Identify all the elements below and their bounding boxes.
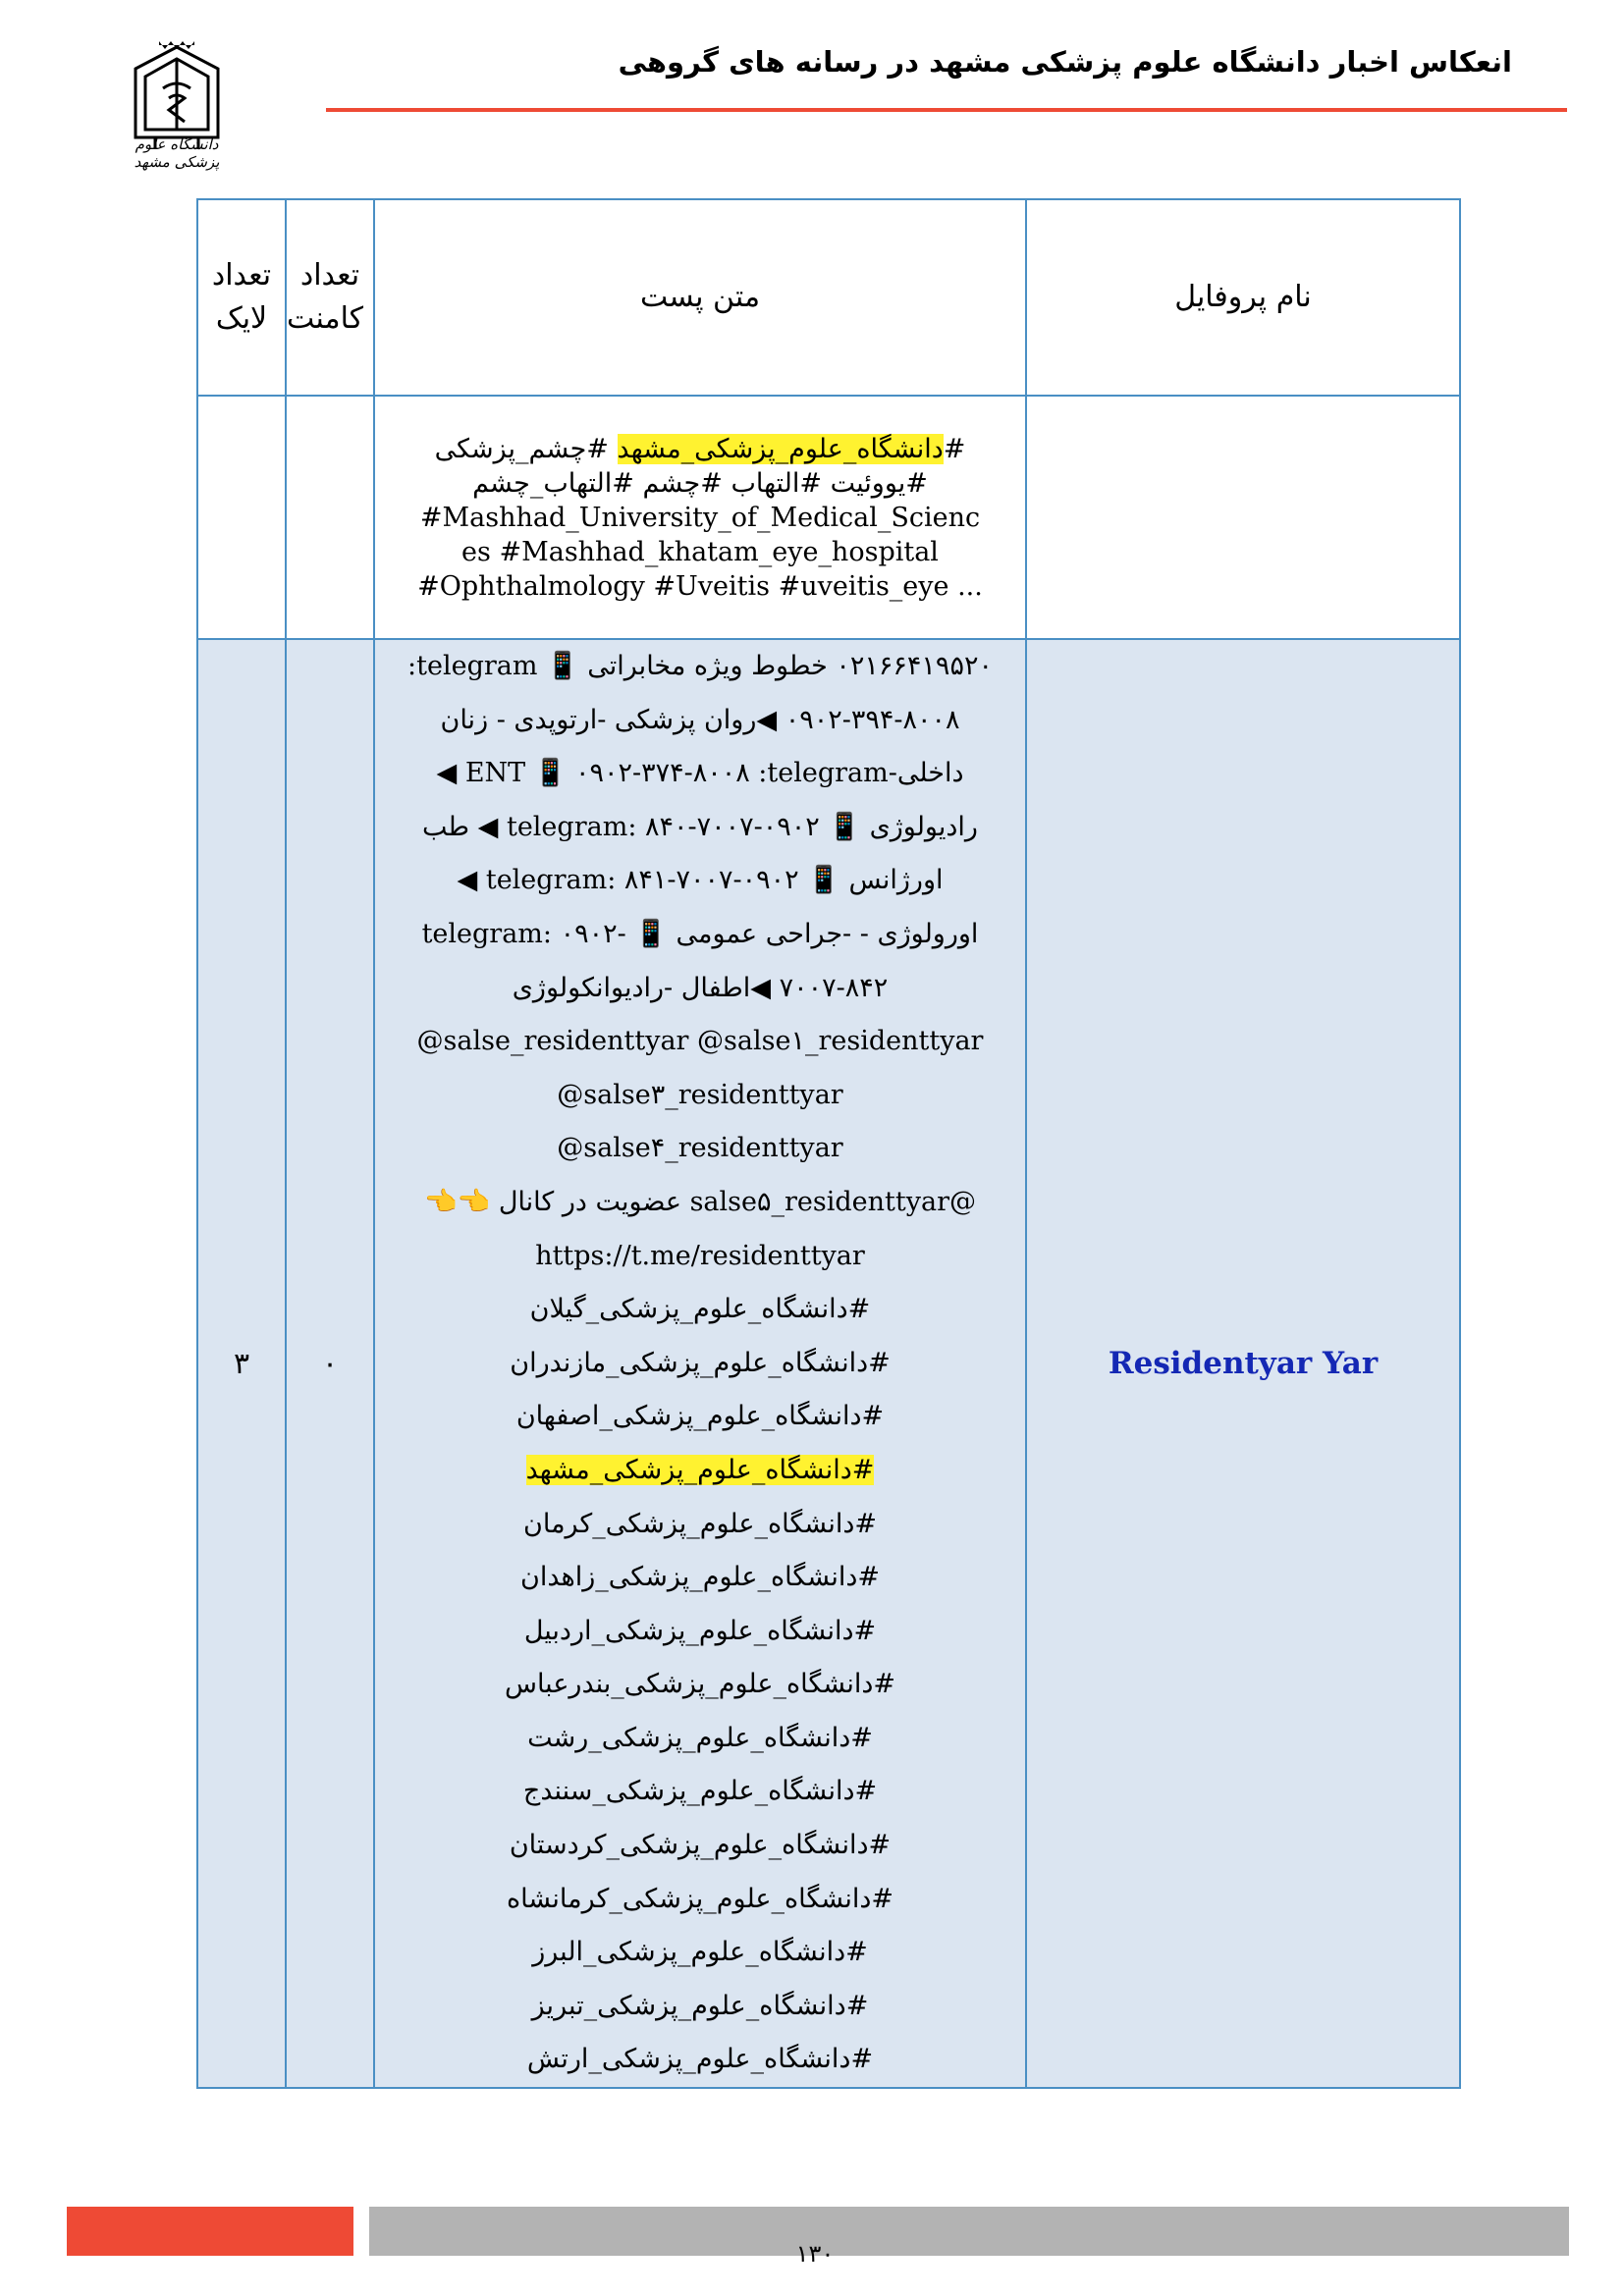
header-divider	[326, 108, 1567, 112]
post-line: ۰۹۰۲-۳۹۴-۸۰۰۸ ◀روان پزشکی -ارتوپدی - زنان	[440, 704, 960, 735]
comment-count: ۰	[321, 1346, 339, 1381]
post-line	[385, 1444, 1015, 1498]
profile-cell	[1026, 639, 1460, 2088]
like-count-cell	[197, 396, 286, 639]
post-line: #یووئیت #التهاب #چشم #التهاب_چشم	[472, 467, 928, 499]
post-line: #دانشگاه_علوم_پزشکی_کرمانشاه	[506, 1883, 894, 1914]
table-row	[197, 639, 1460, 2088]
post-line: es #Mashhad_khatam_eye_hospital	[461, 536, 939, 567]
highlighted-hashtag: #دانشگاه_علوم_پزشکی_مشهد	[525, 1454, 875, 1485]
post-line: #دانشگاه_علوم_پزشکی_مازندران	[510, 1347, 891, 1378]
profile-name: Residentyar Yar	[1108, 1346, 1379, 1382]
post-line: #دانشگاه_علوم_پزشکی_تبریز	[531, 1990, 869, 2021]
highlighted-hashtag: دانشگاه_علوم_پزشکی_مشهد	[617, 433, 944, 464]
table-row	[197, 396, 1460, 639]
post-line: @salse۳_residenttyar	[557, 1079, 843, 1110]
post-line: @salse۴_residenttyar	[557, 1133, 843, 1164]
comment-count-cell	[286, 396, 374, 639]
post-line: ۷۰۰۷-۸۴۲ ◀اطفال -رادیوانکولوژی	[512, 972, 889, 1003]
logo-caption: دانشگاه علوم پزشکی مشهد	[134, 135, 220, 171]
page-number: ۱۳۰	[795, 2240, 835, 2268]
profile-cell	[1026, 396, 1460, 639]
post-line: #دانشگاه_علوم_پزشکی_بندرعباس	[504, 1669, 895, 1700]
post-line: اورژانس 📱 ۰۹۰۲-۷۰۰۷-۸۴۱ :telegram ◀	[457, 865, 944, 896]
post-line: @salse_residenttyar @salse۱_residenttyar	[416, 1026, 984, 1057]
header-title: انعکاس اخبار دانشگاه علوم پزشکی مشهد در رسانه های گروهی	[618, 45, 1512, 79]
post-line: ۰۲۱۶۶۴۱۹۵۲۰ خطوط ویژه مخابراتی 📱 telegram:	[407, 651, 993, 681]
post-line: #دانشگاه_علوم_پزشکی_زاهدان	[520, 1562, 880, 1593]
header-like-count: تعداد لایک	[197, 199, 286, 396]
post-text-cell	[374, 396, 1026, 639]
post-line: #دانشگاه_علوم_پزشکی_ارتش	[526, 2044, 874, 2075]
post-line: #دانشگاه_علوم_پزشکی_گیلان	[529, 1294, 871, 1325]
comment-count-cell	[286, 639, 374, 2088]
post-line: #دانشگاه_علوم_پزشکی_البرز	[532, 1937, 868, 1968]
post-line: #دانشگاه_علوم_پزشکی_اردبیل	[523, 1615, 877, 1646]
post-line: داخلی-ENT 📱 ۰۹۰۲-۳۷۴-۸۰۰۸ :telegram ◀	[436, 758, 964, 789]
header-comment-count: تعداد کامنت	[286, 199, 374, 396]
header-profile-name: نام پروفایل	[1026, 199, 1460, 396]
header-post-text: متن پست	[374, 199, 1026, 396]
post-line: رادیولوژی 📱 ۰۹۰۲-۷۰۰۷-۸۴۰ :telegram ◀ طب	[422, 811, 978, 842]
post-line: #دانشگاه_علوم_پزشکی_مشهد #چشم_پزشکی	[434, 433, 966, 464]
post-line: #دانشگاه_علوم_پزشکی_کردستان	[509, 1830, 892, 1861]
like-count: ۳	[233, 1346, 250, 1381]
post-line: #دانشگاه_علوم_پزشکی_اصفهان	[515, 1401, 885, 1432]
post-line: #دانشگاه_علوم_پزشکی_رشت	[527, 1722, 873, 1753]
post-text-cell	[374, 639, 1026, 2088]
post-line: #دانشگاه_علوم_پزشکی_کرمان	[523, 1508, 877, 1539]
table-header-row	[197, 199, 1460, 396]
footer-gray-bar	[369, 2207, 1569, 2256]
news-table	[196, 198, 1461, 2089]
post-line: #دانشگاه_علوم_پزشکی_سنندج	[522, 1776, 878, 1807]
like-count-cell	[197, 639, 286, 2088]
post-line: #Ophthalmology #Uveitis #uveitis_eye ...	[417, 570, 983, 602]
post-line: @salse۵_residenttyar عضویت در کانال 👈👈	[424, 1186, 976, 1217]
post-line: اورولوژی - -جراحی عمومی 📱 -۰۹۰۲ :telegram	[421, 918, 979, 949]
post-line: https://t.me/residenttyar	[535, 1240, 865, 1271]
post-line: #Mashhad_University_of_Medical_Scienc	[419, 502, 981, 533]
footer-red-bar	[67, 2207, 353, 2256]
